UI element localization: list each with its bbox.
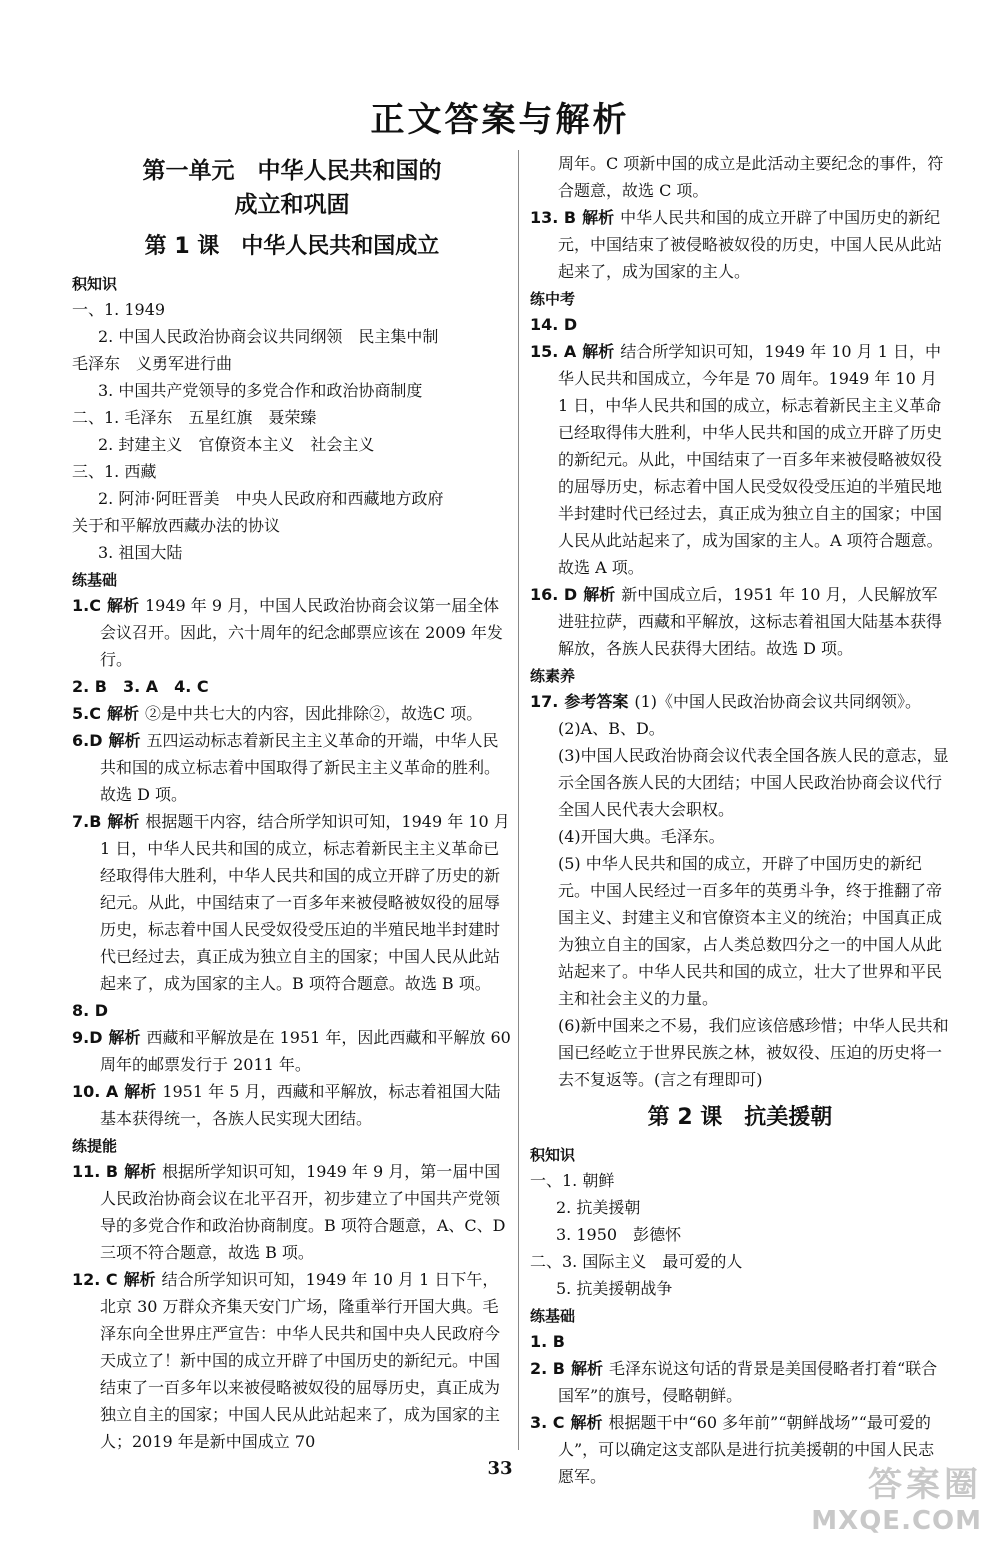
answer-item: 8. D (72, 1001, 109, 1020)
section-heading: 积知识 (530, 1146, 576, 1164)
knowledge-line: 2. 阿沛·阿旺晋美 中央人民政府和西藏地方政府 (98, 489, 444, 508)
section-heading: 练提能 (72, 1137, 118, 1155)
answer-subitem: (3)中国人民政治协商会议代表全国各族人民的意志，显示全国各族人民的大团结；中国人民政治协商会议代行全国人民代表大会职权。 (558, 746, 949, 819)
answer-continuation: 周年。C 项新中国的成立是此活动主要纪念的事件，符合题意，故选 C 项。 (558, 154, 944, 200)
answer-item: 11. B 解析 根据所学知识可知，1949 年 9 月，第一届中国人民政治协商会议在北平召开，初步建立了中国共产党领导的多党合作和政治协商制度。B 项符合题意，A、C、D 三项不符合题意，故选 B 项。 (72, 1162, 511, 1262)
answer-item: 2. B 3. A 4. C (72, 677, 209, 696)
answer-item: 17. 参考答案 (1)《中国人民政治协商会议共同纲领》。 (530, 692, 922, 711)
answer-item: 15. A 解析 结合所学知识可知，1949 年 10 月 1 日，中华人民共和国成立，今年是 70 周年。1949 年 10 月 1 日，中华人民共和国的成立，标志着新民主主义革命已经取得伟大胜利，中华人民共和国的成立开辟了历史的新纪元。从此，中国结束了一百多年来被侵略被奴役的屈辱历史，标志着中国人民受奴役受压迫的半殖民地半封建时代已经过去，真正成为独立自主的国家；中国人民从此站起来了，成为国家的主人。A 项符合题意。故选 A 项。 (530, 342, 943, 577)
knowledge-line: 一、1. 朝鲜 (530, 1171, 615, 1190)
page-title: 正文答案与解析 (370, 100, 630, 140)
column-divider (518, 150, 519, 1450)
knowledge-line: 一、1. 1949 (72, 300, 166, 319)
knowledge-line: 3. 祖国大陆 (98, 543, 183, 562)
section-heading: 积知识 (72, 275, 118, 293)
knowledge-line: 二、3. 国际主义 最可爱的人 (530, 1252, 743, 1271)
page-number: 33 (487, 1458, 513, 1479)
lesson-2-title: 第 2 课 抗美援朝 (647, 1105, 833, 1130)
knowledge-line: 三、1. 西藏 (72, 462, 157, 481)
answer-item: 10. A 解析 1951 年 5 月，西藏和平解放，标志着祖国大陆基本获得统一，各族人民实现大团结。 (72, 1082, 501, 1128)
section-heading: 练基础 (72, 571, 118, 589)
answer-item: 12. C 解析 结合所学知识可知，1949 年 10 月 1 日下午，北京 30 万群众齐集天安门广场，隆重举行开国大典。毛泽东向全世界庄严宣告：中华人民共和国中央人民政府今天成立了！新中国的成立开辟了中国历史的新纪元。中国结束了一百多年以来被侵略被奴役的屈辱历史，真正成为独立自主的国家；中国人民从此站起来了，成为国家的主人；2019 年是新中国成立 70 (72, 1270, 501, 1451)
section-heading: 练素养 (530, 667, 576, 685)
section-heading: 练中考 (530, 290, 576, 308)
answer-item: 5.C 解析 ②是中共七大的内容，因此排除②，故选C 项。 (72, 704, 483, 723)
lesson-1-title: 第 1 课 中华人民共和国成立 (144, 234, 440, 259)
knowledge-line: 毛泽东 义勇军进行曲 (72, 354, 233, 373)
right-column (530, 150, 950, 1490)
knowledge-line: 2. 封建主义 官僚资本主义 社会主义 (98, 435, 375, 454)
answer-subitem: (4)开国大典。毛泽东。 (558, 827, 725, 846)
left-column (72, 150, 516, 1455)
section-heading: 练基础 (530, 1307, 576, 1325)
answer-item: 6.D 解析 五四运动标志着新民主主义革命的开端，中华人民共和国的成立标志着中国取得了新民主主义革命的胜利。故选 D 项。 (72, 731, 501, 804)
answer-subitem: (2)A、B、D。 (558, 719, 665, 738)
answer-item: 14. D (530, 315, 578, 334)
unit-title: 第一单元 中华人民共和国的 成立和巩固 (142, 158, 442, 218)
knowledge-line: 关于和平解放西藏办法的协议 (72, 516, 281, 535)
answer-item: 7.B 解析 根据题干内容，结合所学知识可知，1949 年 10 月 1 日，中华人民共和国的成立，标志着新民主主义革命已经取得伟大胜利，中华人民共和国的成立开辟了历史的新纪元。从此，中国结束了一百多年来被侵略被奴役的屈辱历史，标志着中国人民受奴役受压迫的半殖民地半封建时代已经过去，真正成为独立自主的国家；中国人民从此站起来了，成为国家的主人。B 项符合题意。故选 B 项。 (72, 812, 515, 993)
knowledge-line: 2. 抗美援朝 (556, 1198, 641, 1217)
answer-item: 1. B (530, 1332, 565, 1351)
answer-item: 13. B 解析 中华人民共和国的成立开辟了中国历史的新纪元，中国结束了被侵略被奴役的历史，中国人民从此站起来了，成为国家的主人。 (530, 208, 943, 281)
watermark-url: MXQE.COM (811, 1506, 982, 1536)
knowledge-line: 2. 中国人民政治协商会议共同纲领 民主集中制 (98, 327, 439, 346)
answer-item: 16. D 解析 新中国成立后，1951 年 10 月，人民解放军进驻拉萨，西藏和平解放，这标志着祖国大陆基本获得解放，各族人民获得大团结。故选 D 项。 (530, 585, 943, 658)
answer-subitem: (6)新中国来之不易，我们应该倍感珍惜；中华人民共和国已经屹立于世界民族之林，被奴役、压迫的历史将一去不复返等。(言之有理即可) (558, 1016, 949, 1089)
knowledge-line: 二、1. 毛泽东 五星红旗 聂荣臻 (72, 408, 317, 427)
knowledge-line: 3. 1950 彭德怀 (556, 1225, 682, 1244)
watermark-text: 答案圈 (868, 1465, 982, 1505)
watermark-logo (811, 1457, 982, 1536)
knowledge-line: 5. 抗美援朝战争 (556, 1279, 673, 1298)
answer-item: 1.C 解析 1949 年 9 月，中国人民政治协商会议第一届全体会议召开。因此，六十周年的纪念邮票应该在 2009 年发行。 (72, 596, 503, 669)
answer-item: 2. B 解析 毛泽东说这句话的背景是美国侵略者打着“联合国军”的旗号，侵略朝鲜。 (530, 1359, 938, 1405)
answer-subitem: (5) 中华人民共和国的成立，开辟了中国历史的新纪元。中国人民经过一百多年的英勇斗争，终于推翻了帝国主义、封建主义和官僚资本主义的统治；中国真正成为独立自主的国家，占人类总数四分之一的中国人从此站起来了。中华人民共和国的成立，壮大了世界和平民主和社会主义的力量。 (558, 854, 943, 1008)
knowledge-line: 3. 中国共产党领导的多党合作和政治协商制度 (98, 381, 423, 400)
answer-item: 3. C 解析 根据题干中“60 多年前”“朝鲜战场”“最可爱的人”，可以确定这支部队是进行抗美援朝的中国人民志愿军。 (530, 1413, 935, 1486)
answer-item: 9.D 解析 西藏和平解放是在 1951 年，因此西藏和平解放 60 周年的邮票发行于 2011 年。 (72, 1028, 516, 1074)
